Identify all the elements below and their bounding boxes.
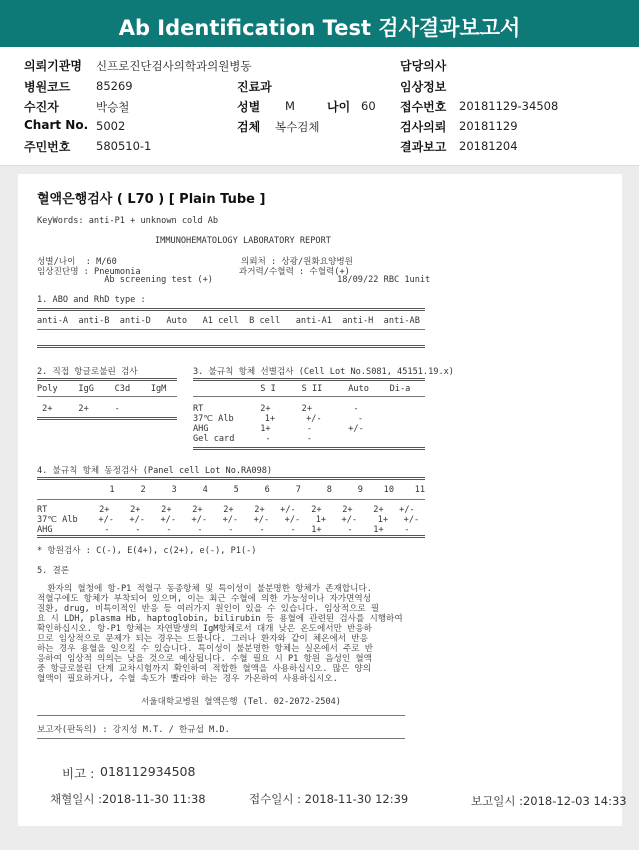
screen-row: RT 2+ 2+ - — [193, 404, 359, 414]
collect-time: 채혈일시 :2018-11-30 11:38 — [50, 792, 206, 806]
sec3-title: 3. 불규칙 항체 선별검사 (Cell Lot No.S081, 45151.19.x) — [193, 367, 454, 377]
request-value: 20181129 — [459, 119, 518, 133]
age-label: 나이 — [327, 100, 351, 114]
report-date-value: 20181204 — [459, 139, 518, 153]
divider — [37, 499, 425, 500]
conclusion-line: 환자의 혈청에 항-P1 적혈구 동종항체 및 특이성이 불분명한 항체가 존재합니다. — [37, 584, 372, 594]
info-line-1: 성별/나이 : M/60 의뢰처 : 상광/원화요양병원 — [37, 257, 353, 267]
conclusion-line: 요 시 LDH, plasma Hb, haptoglobin, bilirubin 등 용혈에 관련된 검사를 시행하여 — [37, 614, 403, 624]
divider — [37, 738, 405, 739]
dat-columns: Poly IgG C3d IgM — [37, 384, 167, 394]
info-line-2: 임상진단명 : Pneumonia 과거력/수혈력 : 수혈력(+) — [37, 267, 350, 277]
divider — [37, 396, 177, 397]
report-time: 보고일시 :2018-12-03 14:33 — [471, 794, 627, 808]
hospital-value: 신프로진단검사의학과의원병동 — [96, 59, 252, 73]
hospital-label: 의뢰기관명 — [24, 59, 82, 73]
code-value: 85269 — [96, 79, 133, 93]
sec4-title: 4. 불규칙 항체 동정검사 (Panel cell Lot No.RA098) — [37, 466, 273, 476]
specimen-label: 검체 — [237, 120, 261, 134]
bigo-value: 018112934508 — [100, 764, 196, 779]
clinical-label: 임상정보 — [400, 80, 447, 94]
report-title: Ab Identification Test 검사결과보고서 — [0, 0, 639, 47]
sex-value: M — [285, 99, 295, 113]
ssn-label: 주민번호 — [24, 140, 71, 154]
dept-label: 진료과 — [237, 80, 272, 94]
institution: 서울대학교병원 혈액은행 (Tel. 02-2072-2504) — [141, 697, 341, 707]
receipt-value: 20181129-34508 — [459, 99, 559, 113]
patient-value: 박승철 — [96, 100, 130, 114]
conclusion-line: 므로 임상적으로 문제가 되는 경우는 드뭅니다. 그러나 환자와 같이 체온에서 반응 — [37, 634, 368, 644]
panel-row: AHG - - - - - - - 1+ - 1+ - — [37, 525, 410, 535]
conclusion-line: 응하여 임상적 의의는 낮을 것으로 예상됩니다. 수혈 필요 시 P1 항원 음성인 혈액 — [37, 654, 372, 664]
conclusion-line: 적혈구에도 항체가 부착되어 있으며, 이는 최근 수혈에 의한 가능성이나 자가면역성 — [37, 594, 371, 604]
abo-columns: anti-A anti-B anti-D Auto A1 cell B cell anti-A1 anti-H anti-AB — [37, 316, 420, 326]
age-value: 60 — [361, 99, 376, 113]
screen-header: S I S II Auto Di-a — [193, 384, 411, 394]
lab-title: IMMUNOHEMATOLOGY LABORATORY REPORT — [155, 236, 331, 246]
ssn-value: 580510-1 — [96, 139, 152, 153]
keywords: KeyWords: anti-P1 + unknown cold Ab — [37, 216, 219, 226]
screen-row: Gel card - - — [193, 434, 312, 444]
divider — [37, 477, 425, 480]
patient-header — [0, 47, 639, 166]
conclusion-line: 확인하십시오. 항-P1 항체는 자연발생의 IgM항체로서 대개 낮은 온도에서만 반응하 — [37, 624, 372, 634]
sec1-title: 1. ABO and RhD type : — [37, 295, 146, 305]
antigen-test: * 항원검사 : C(-), E(4+), c(2+), e(-), P1(-) — [37, 546, 257, 556]
panel-row: 37℃ Alb +/- +/- +/- +/- +/- +/- +/- 1+ +/- 1+ +/- — [37, 515, 420, 525]
receive-time: 접수일시 : 2018-11-30 12:39 — [249, 792, 409, 806]
screen-row: 37℃ Alb 1+ +/- - — [193, 414, 364, 424]
info-line-3: Ab screening test (+) 18/09/22 RBC 1unit — [37, 275, 431, 285]
screen-row: AHG 1+ - +/- — [193, 424, 364, 434]
conclusion-line: 중 항글로불린 단계 교차시험까지 확인하여 적합한 혈액을 사용하십시오. 많은 양의 — [37, 664, 371, 674]
chart-label: Chart No. — [24, 118, 89, 132]
conclusion-line: 하는 경우 용혈을 일으킬 수 있습니다. 특이성이 불분명한 항체는 실온에서 주로 반 — [37, 644, 374, 654]
conclusion-line: 혈액이 필요하거나, 수혈 속도가 빨라야 하는 경우 가온하여 사용하십시오. — [37, 674, 338, 684]
divider — [37, 378, 177, 381]
divider — [37, 715, 405, 716]
divider — [37, 329, 425, 330]
request-label: 검사의뢰 — [400, 120, 447, 134]
divider — [37, 345, 425, 348]
divider — [37, 535, 425, 538]
specimen-value: 복수검체 — [275, 120, 320, 134]
receipt-label: 접수번호 — [400, 100, 447, 114]
doctor-label: 담당의사 — [400, 59, 447, 73]
divider — [193, 396, 425, 397]
reporter: 보고자(판독의) : 강지성 M.T. / 한규섭 M.D. — [37, 725, 230, 735]
divider — [193, 447, 425, 450]
divider — [37, 417, 177, 420]
sec2-title: 2. 직접 항글로불린 검사 — [37, 367, 138, 377]
dat-values: 2+ 2+ - — [37, 404, 120, 414]
bigo-label: 비고 : — [62, 766, 95, 781]
panel-header: 1 2 3 4 5 6 7 8 9 10 11 — [37, 485, 426, 495]
scanned-report — [18, 174, 627, 826]
report-date-label: 결과보고 — [400, 140, 447, 154]
panel-row: RT 2+ 2+ 2+ 2+ 2+ 2+ +/- 2+ 2+ 2+ +/- — [37, 505, 415, 515]
chart-value: 5002 — [96, 119, 126, 133]
patient-label: 수진자 — [24, 100, 59, 114]
sex-label: 성별 — [237, 100, 261, 114]
report-heading: 혈액은행검사 ( L70 ) [ Plain Tube ] — [37, 192, 266, 207]
divider — [193, 378, 425, 381]
divider — [37, 308, 425, 311]
conclusion-line: 질환, drug, 비특이적인 반응 등 여러가지 원인이 있을 수 있습니다. 임상적으로 필 — [37, 604, 380, 614]
sec5-title: 5. 결론 — [37, 566, 70, 576]
code-label: 병원코드 — [24, 80, 71, 94]
